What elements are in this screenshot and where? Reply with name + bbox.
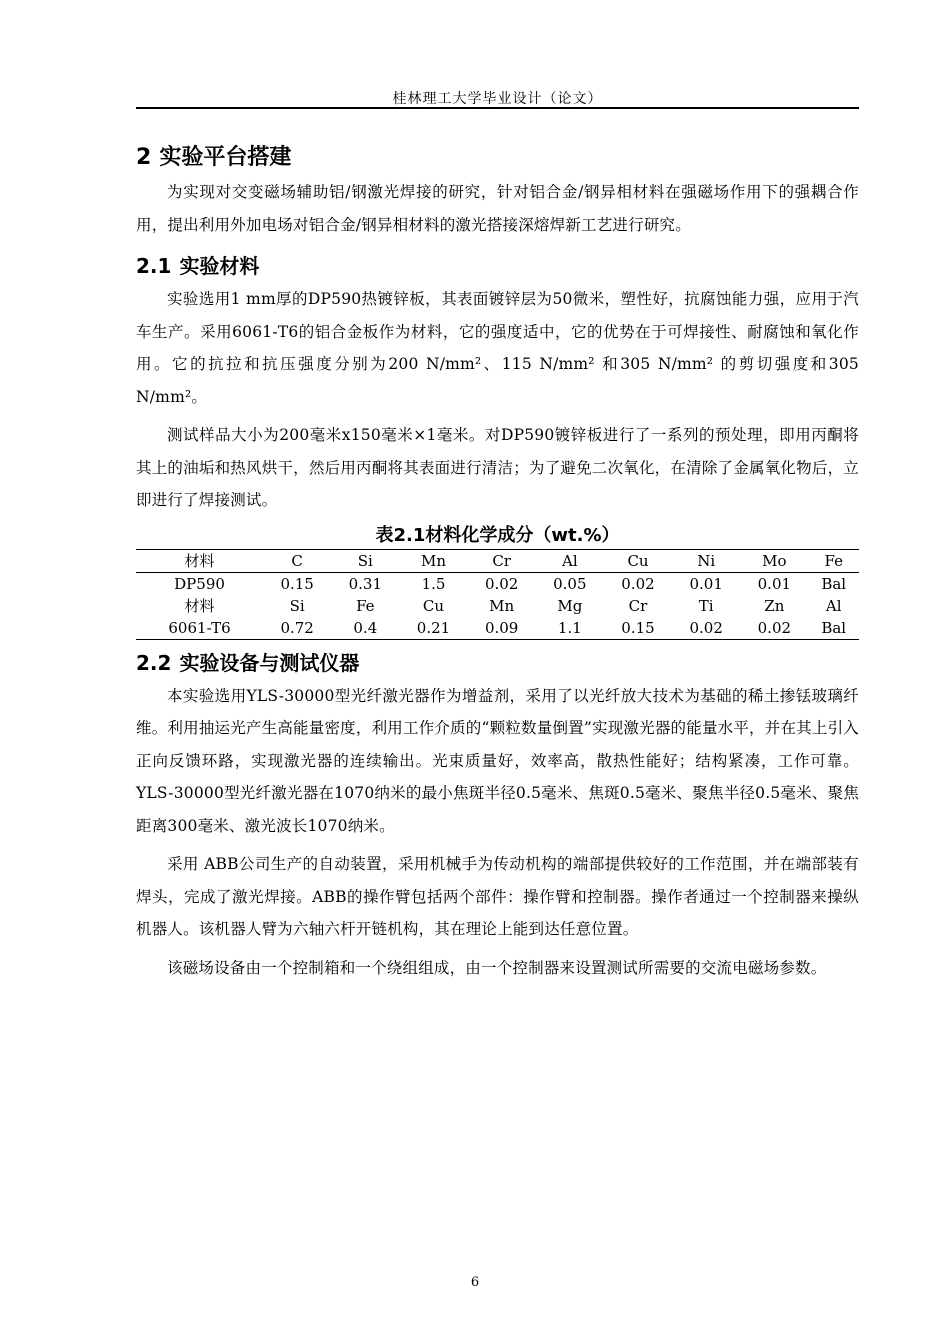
page-content: [136, 140, 859, 984]
section-number: 2.1: [136, 254, 172, 278]
table-cell: Cr: [468, 549, 536, 572]
table-row: [136, 572, 859, 595]
table-cell: Ni: [672, 549, 740, 572]
table-row: [136, 549, 859, 572]
section-number: 2.2: [136, 650, 172, 675]
table-cell: 0.4: [353, 618, 378, 637]
table-cell: 0.01: [757, 574, 792, 593]
table-cell: C: [263, 549, 331, 572]
composition-table: [136, 549, 859, 640]
table-cell: 0.01: [689, 574, 723, 593]
table-cell: 0.09: [484, 618, 519, 637]
running-header: 桂林理工大学毕业设计（论文）: [392, 91, 603, 107]
table-cell: 0.72: [280, 618, 314, 637]
table-cell: Fe: [356, 596, 375, 615]
table-cell: Cu: [604, 549, 672, 572]
table-cell: Al: [825, 596, 842, 615]
table-cell: Mg: [557, 596, 583, 615]
chapter-intro-paragraph: 为实现对交变磁场辅助铝/钢激光焊接的研究，针对铝合金/钢异相材料在强磁场作用下的强耦合作用，提出利用外加电场对铝合金/钢异相材料的激光搭接深熔焊新工艺进行研究。: [136, 183, 859, 234]
table-cell: 0.15: [280, 574, 314, 593]
table-cell: Fe: [808, 549, 859, 572]
table-caption: 表2.1材料化学成分（wt.%）: [375, 524, 620, 546]
table-cell: Al: [536, 549, 604, 572]
table-row: [136, 595, 859, 617]
table-cell: 1.5: [421, 574, 446, 593]
equipment-paragraph-1: 本实验选用YLS-30000型光纤激光器作为增益剂，采用了以光纤放大技术为基础的稀土掺铥玻璃纤维。利用抽运光产生高能量密度，利用工作介质的“颗粒数量倒置”实现激光器的能量水平，并在其上引入正向反馈环路，实现激光器的连续输出。光束质量好，效率高，散热性能好；结构紧凑，工作可靠。YLS-30000型光纤激光器在1070纳米的最小焦斑半径0.5毫米、焦斑0.5毫米、聚焦半径0.5毫米、聚焦距离300毫米、激光波长1070纳米。: [136, 686, 859, 835]
table-cell: Cu: [422, 596, 445, 615]
table-cell: Mn: [399, 549, 467, 572]
table-cell: Mo: [740, 549, 808, 572]
table-cell: 0.02: [689, 618, 723, 637]
table-cell: Mn: [489, 596, 515, 615]
table-cell: Cr: [628, 596, 648, 615]
table-cell: Ti: [698, 596, 714, 615]
table-cell: 材料: [184, 596, 215, 615]
chapter-title: 实验平台搭建: [159, 145, 292, 170]
chapter-heading: [136, 140, 859, 176]
equipment-paragraph-2: 采用 ABB公司生产的自动装置，采用机械手为传动机构的端部提供较好的工作范围，并在端部装有焊头，完成了激光焊接。ABB的操作臂包括两个部件：操作臂和控制器。操作者通过一个控制器来操纵机器人。该机器人臂为六轴六杆开链机构，其在理论上能到达任意位置。: [136, 855, 859, 938]
materials-paragraph-1: 实验选用1 mm厚的DP590热镀锌板，其表面镀锌层为50微米，塑性好，抗腐蚀能力强，应用于汽车生产。采用6061-T6的铝合金板作为材料，它的强度适中，它的优势在于可焊接性、耐腐蚀和氧化作用。它的抗拉和抗压强度分别为200 N/mm²、115 N/mm² 和305 N/mm² 的剪切强度和305 N/mm²。: [136, 290, 859, 406]
table-cell: Si: [331, 549, 399, 572]
table-cell: 0.31: [348, 574, 383, 593]
table-cell: Si: [289, 596, 305, 615]
table-cell: DP590: [174, 574, 225, 593]
equipment-paragraph-3: 该磁场设备由一个控制箱和一个绕组组成，由一个控制器来设置测试所需要的交流电磁场参数。: [167, 958, 827, 977]
chapter-number: 2: [136, 145, 152, 170]
table-cell: 0.02: [484, 574, 519, 593]
page-number: 6: [470, 1275, 480, 1290]
table-cell: Bal: [821, 574, 847, 593]
header-rule: [136, 107, 859, 109]
table-cell: Bal: [821, 618, 847, 637]
section-2-1-heading: [136, 249, 859, 283]
section-2-2-heading: [136, 646, 859, 680]
section-title: 实验材料: [179, 254, 260, 278]
table-cell: 6061-T6: [168, 618, 231, 637]
table-cell: 材料: [136, 549, 263, 572]
table-cell: Zn: [764, 596, 785, 615]
materials-paragraph-2: 测试样品大小为200毫米x150毫米×1毫米。对DP590镀锌板进行了一系列的预处理，即用丙酮将其上的油垢和热风烘干，然后用丙酮将其表面进行清洁；为了避免二次氧化，在清除了金属氧化物后，立即进行了焊接测试。: [136, 426, 859, 509]
table-cell: 0.15: [621, 618, 655, 637]
table-row: [136, 617, 859, 640]
table-cell: 0.02: [621, 574, 655, 593]
table-cell: 0.21: [416, 618, 451, 637]
table-cell: 0.02: [757, 618, 792, 637]
table-cell: 0.05: [553, 574, 587, 593]
table-cell: 1.1: [557, 618, 582, 637]
section-title: 实验设备与测试仪器: [179, 650, 360, 675]
